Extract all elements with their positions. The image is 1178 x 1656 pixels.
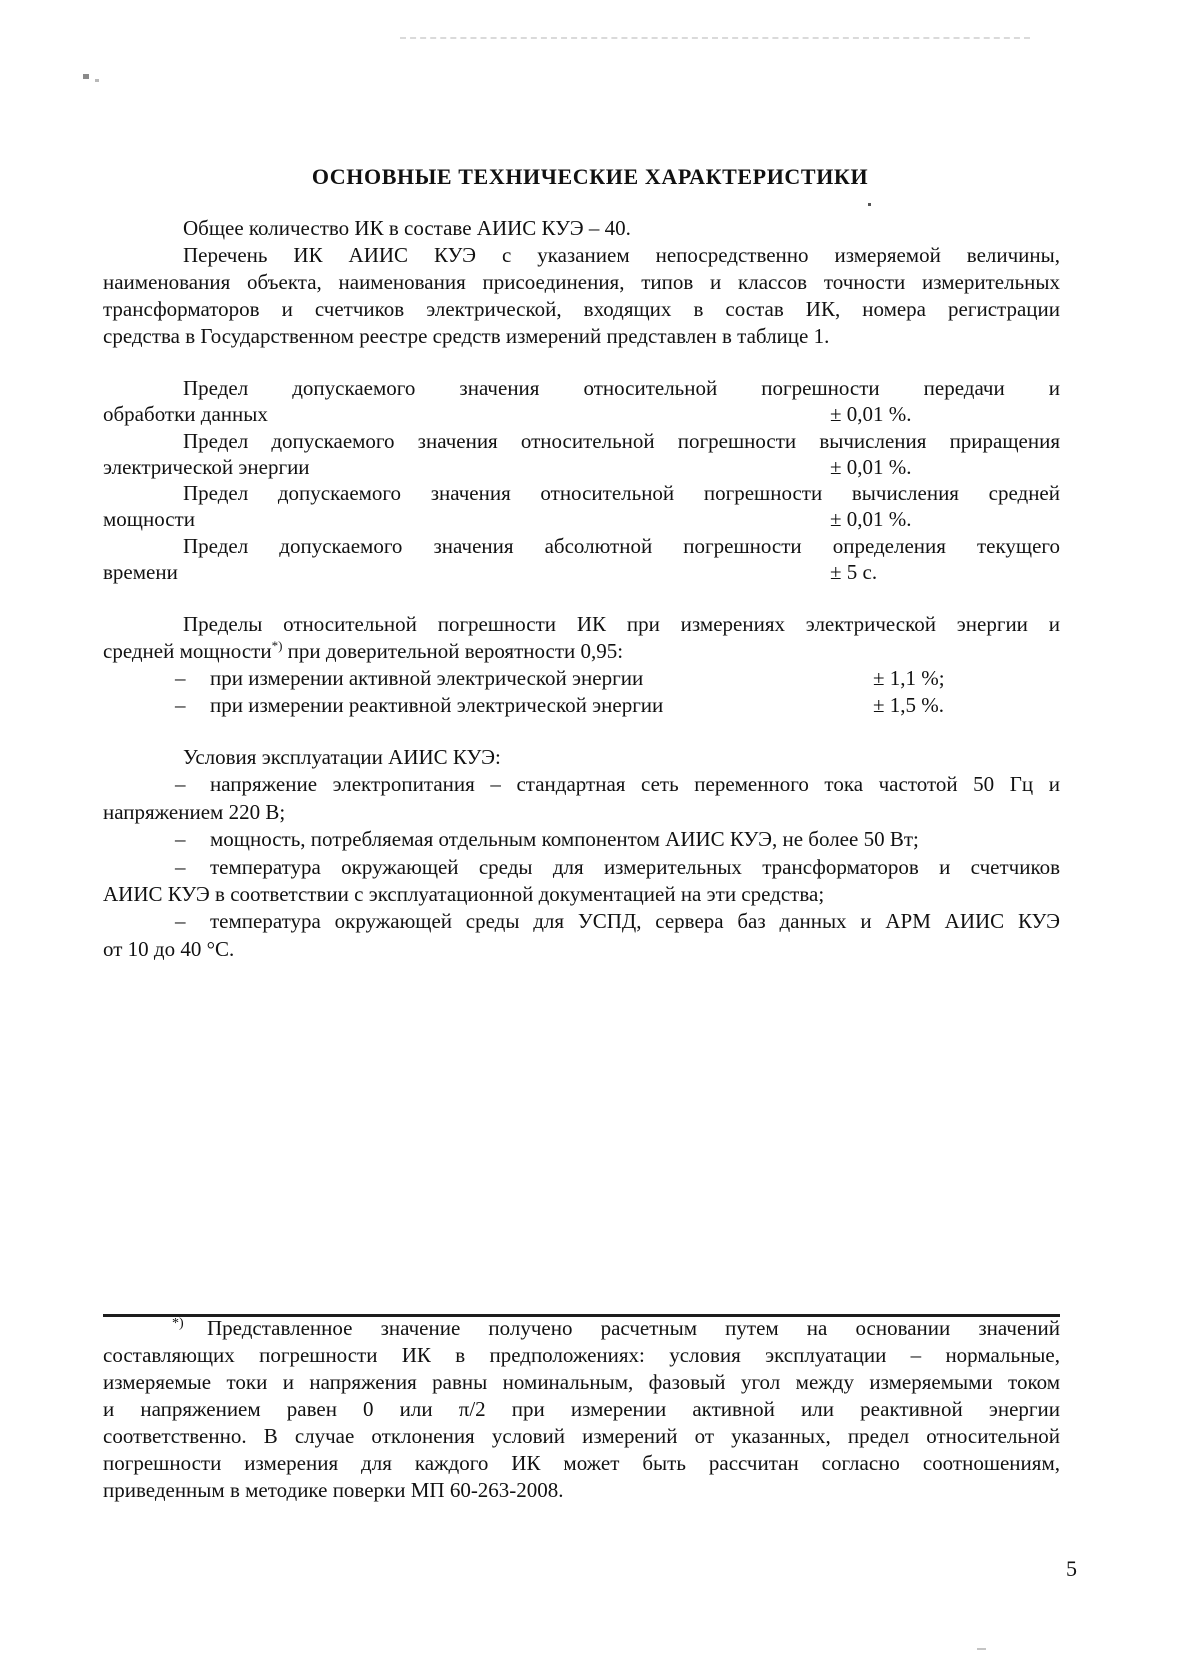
footnote-line: измеряемые токи и напряжения равны номинальным, фазовый угол между измеряемыми током (103, 1370, 1060, 1394)
limit-item-text: Предел допускаемого значения абсолютной погрешности определения текущего (183, 533, 1060, 558)
accuracy-item (103, 665, 1060, 692)
accuracy-intro-text: при доверительной вероятности 0,95: (287, 639, 624, 663)
limit-item-text: Предел допускаемого значения относительной погрешности передачи и (183, 376, 1060, 400)
footnote-line: и напряжением равен 0 или π/2 при измерении активной или реактивной энергии (103, 1397, 1060, 1421)
footnote-marker: *) (271, 638, 283, 653)
condition-item-text: напряжение электропитания – стандартная сеть переменного тока частотой 50 Гц и (210, 772, 1060, 797)
condition-item (103, 854, 1060, 881)
dash-bullet: – (175, 666, 186, 690)
paragraph-line: средства в Государственном реестре средств измерений представлен в таблице 1. (103, 324, 830, 348)
footnote-text: Представленное значение получено расчетным путем на основании значений (207, 1316, 1060, 1340)
limit-value: ± 5 с. (830, 560, 878, 585)
limit-item-value-row (103, 401, 1060, 427)
accuracy-item-value: ± 1,1 %; (873, 666, 945, 690)
dash-bullet: – (175, 827, 186, 852)
accuracy-intro-text: средней мощности (103, 639, 272, 663)
condition-item-text: напряжением 220 В; (103, 799, 286, 824)
condition-item (103, 908, 1060, 935)
limit-value: ± 0,01 %. (830, 402, 912, 427)
condition-item-text: мощность, потребляемая отдельным компонентом АИИС КУЭ, не более 50 Вт; (210, 827, 919, 852)
limit-item-text: Предел допускаемого значения относительной погрешности вычисления приращения (183, 428, 1060, 453)
section-operating-conditions (103, 744, 1060, 963)
section-error-limits (103, 375, 1060, 585)
page-number: 5 (1066, 1556, 1077, 1581)
paragraph-line: трансформаторов и счетчиков электрической, входящих в состав ИК, номера регистрации (103, 297, 1060, 321)
paragraph-line: Перечень ИК АИИС КУЭ с указанием непосредственно измеряемой величины, (183, 243, 1060, 267)
footnote-line (103, 1315, 1060, 1342)
limit-item-value-row (103, 559, 1060, 585)
scan-artifact-speck (868, 203, 871, 206)
scan-artifact-speck (95, 79, 99, 82)
paragraph-line: наименования объекта, наименования присоединения, типов и классов точности измерительных (103, 270, 1060, 294)
scan-artifact-speck (977, 1648, 986, 1650)
accuracy-intro-line: Пределы относительной погрешности ИК при измерениях электрической энергии и (183, 612, 1060, 636)
limit-item-text: обработки данных (103, 402, 268, 427)
condition-item-text: от 10 до 40 °С. (103, 936, 235, 961)
paragraph-line: Общее количество ИК в составе АИИС КУЭ – 40. (183, 216, 631, 240)
accuracy-intro-line (103, 638, 1060, 665)
condition-item-text: температура окружающей среды для УСПД, сервера баз данных и АРМ АИИС КУЭ (210, 909, 1060, 934)
limit-item-text: мощности (103, 507, 195, 532)
footnote-line: погрешности измерения для каждого ИК может быть рассчитан согласно соотношениям, (103, 1451, 1060, 1475)
limit-item-text: Предел допускаемого значения относительной погрешности вычисления средней (183, 481, 1060, 506)
conditions-heading: Условия эксплуатации АИИС КУЭ: (183, 745, 501, 769)
dash-bullet: – (175, 772, 186, 797)
limit-value: ± 0,01 %. (830, 454, 912, 479)
condition-item-text: АИИС КУЭ в соответствии с эксплуатационной документацией на эти средства; (103, 881, 825, 906)
limit-item-value-row (103, 506, 1060, 532)
condition-item-text: температура окружающей среды для измерительных трансформаторов и счетчиков (210, 854, 1060, 879)
dash-bullet: – (175, 854, 186, 879)
paragraph-total-count (103, 215, 1060, 242)
scan-artifact-dashed-line (400, 37, 1030, 39)
dash-bullet: – (175, 909, 186, 934)
page-title: ОСНОВНЫЕ ТЕХНИЧЕСКИЕ ХАРАКТЕРИСТИКИ (311, 164, 869, 189)
dash-bullet: – (175, 693, 186, 717)
footnote-line: приведенным в методике поверки МП 60-263-2008. (103, 1478, 564, 1502)
limit-item-text: времени (103, 560, 178, 585)
paragraph-ik-list (103, 242, 1060, 350)
footnote-line: соответственно. В случае отклонения условий измерений от указанных, предел относительной (103, 1424, 1060, 1448)
condition-item (103, 826, 1060, 853)
limit-item-text: электрической энергии (103, 454, 310, 479)
footnote (103, 1315, 1060, 1504)
section-accuracy (103, 611, 1060, 719)
limit-value: ± 0,01 %. (830, 507, 912, 532)
condition-item (103, 771, 1060, 798)
scan-artifact-speck (83, 74, 89, 79)
accuracy-item-label: при измерении активной электрической энергии (210, 666, 644, 690)
footnote-marker: *) (172, 1316, 184, 1331)
limit-item-value-row (103, 454, 1060, 480)
accuracy-item (103, 692, 1060, 719)
accuracy-item-label: при измерении реактивной электрической энергии (210, 693, 664, 717)
accuracy-item-value: ± 1,5 %. (873, 693, 945, 717)
footnote-line: составляющих погрешности ИК в предположениях: условия эксплуатации – нормальные, (103, 1343, 1060, 1367)
